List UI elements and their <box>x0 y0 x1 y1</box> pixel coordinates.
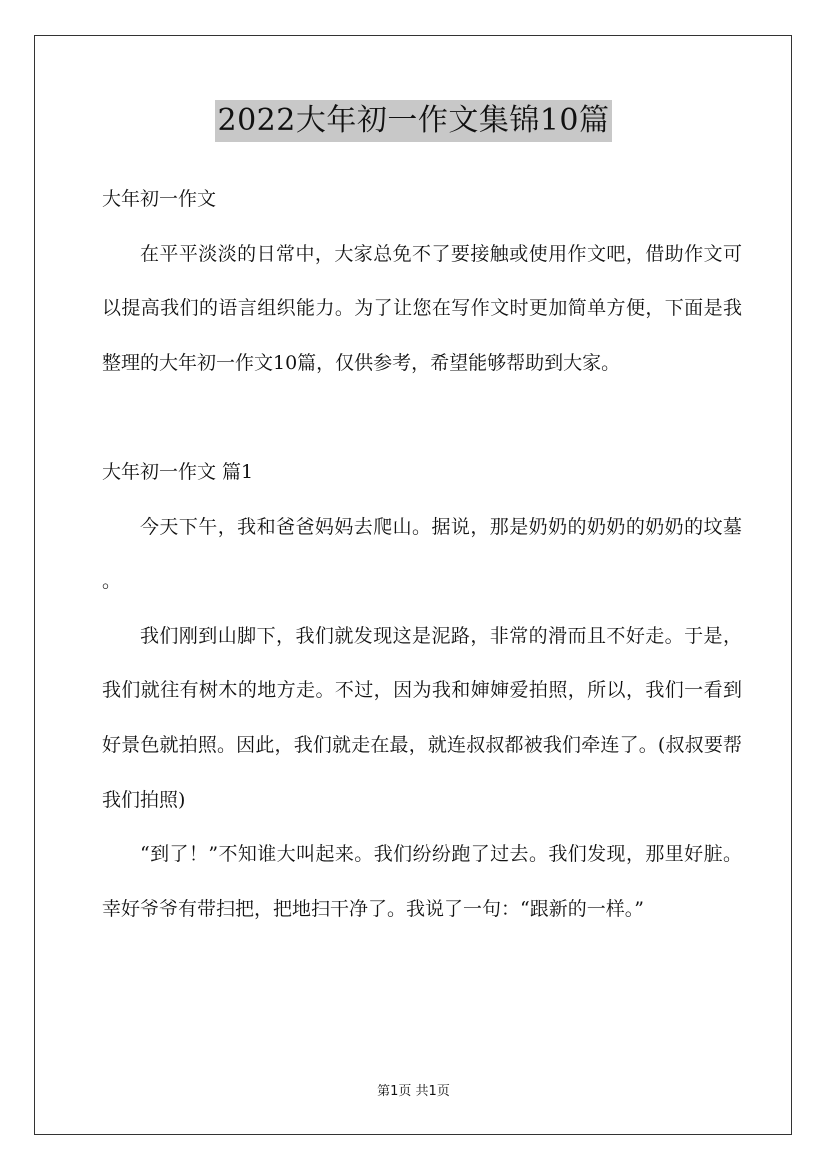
document-body <box>102 172 742 936</box>
title-container <box>0 100 827 142</box>
essay-1-paragraph-1: 今天下午，我和爸爸妈妈去爬山。据说，那是奶奶的奶奶的奶奶的坟墓。 <box>102 515 742 593</box>
essay-1-paragraph-3: “到了！”不知谁大叫起来。我们纷纷跑了过去。我们发现，那里好脏。幸好爷爷有带扫把，把地扫干净了。我说了一句：“跟新的一样。” <box>102 843 742 920</box>
document-title: 2022大年初一作文集锦10篇 <box>215 100 611 142</box>
essay-1-paragraph-2: 我们刚到山脚下，我们就发现这是泥路，非常的滑而且不好走。于是，我们就往有树木的地方走。不过，因为我和婶婶爱拍照，所以，我们一看到好景色就拍照。因此，我们就走在最，就连叔叔都被我们牵连了。(叔叔要帮我们拍照) <box>102 624 742 811</box>
section-spacer <box>102 390 742 445</box>
section-heading-intro: 大年初一作文 <box>102 188 217 210</box>
section-heading-essay-1: 大年初一作文 篇1 <box>102 460 254 483</box>
intro-paragraph: 在平平淡淡的日常中，大家总免不了要接触或使用作文吧，借助作文可以提高我们的语言组织能力。为了让您在写作文时更加简单方便，下面是我整理的大年初一作文10篇，仅供参考，希望能够帮助到大家。 <box>102 242 742 374</box>
page-footer: 第1页 共1页 <box>377 1084 450 1099</box>
